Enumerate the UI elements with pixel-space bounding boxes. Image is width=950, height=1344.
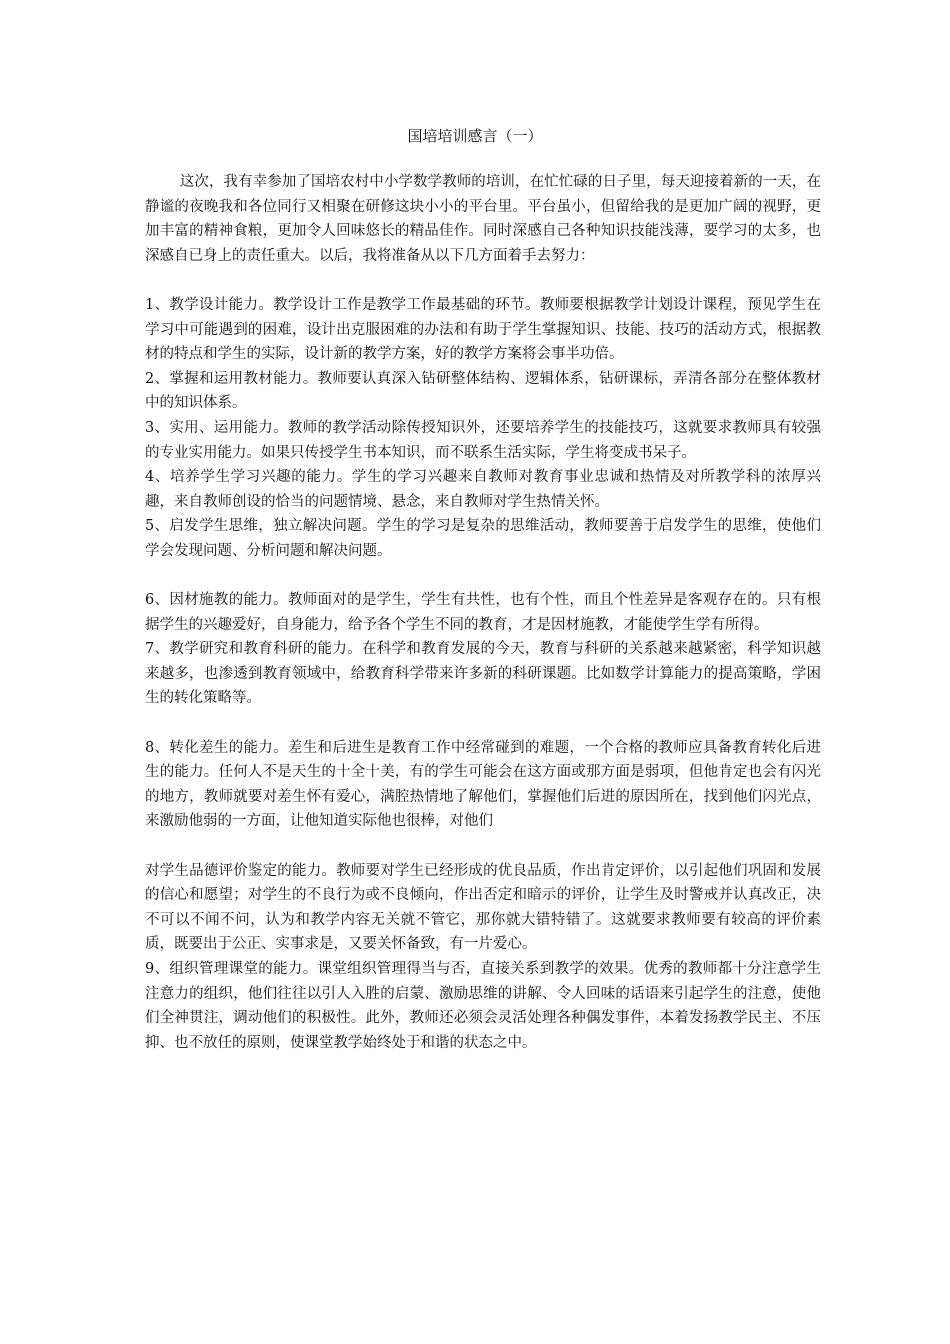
list-item: 2、掌握和运用教材能力。教师要认真深入钻研整体结构、逻辑体系，钻研课标，弄清各部分在整体教材中的知识体系。 [145,370,821,412]
list-item: 4、培养学生学习兴趣的能力。学生的学习兴趣来自教师对教育事业忠诚和热情及对所教学科的浓厚兴趣，来自教师创设的恰当的问题情境、悬念，来自教师对学生热情关怀。 [145,469,821,510]
list-item: 1、教学设计能力。教学设计工作是教学工作最基础的环节。教师要根据教学计划设计课程，预见学生在学习中可能遇到的困难，设计出克服困难的办法和有助于学生掌握知识、技能、技巧的活动方式，根据教材的特点和学生的实际，设计新的教学方案，好的教学方案将会事半功倍。 [145,296,821,363]
intro-paragraph: 这次，我有幸参加了国培农村中小学数学教师的培训，在忙忙碌的日子里，每天迎接着新的一天，在静谧的夜晚我和各位同行又相聚在研修这块小小的平台里。平台虽小，但留给我的是更加广阔的视野，更加丰富的精神食粮，更加令人回味悠长的精品佳作。同时深感自己各种知识技能浅薄，要学习的太多，也深感自已身上的责任重大。以后，我将准备从以下几方面着手去努力： [145,174,821,264]
list-item: 3、实用、运用能力。教师的教学活动除传授知识外，还要培养学生的技能技巧，这就要求教师具有较强的专业实用能力。如果只传授学生书本知识，而不联系生活实际，学生将变成书呆子。 [145,419,821,461]
document-body [145,170,821,1055]
list-item: 6、因材施教的能力。教师面对的是学生，学生有共性，也有个性，而且个性差异是客观存在的。只有根据学生的兴趣爱好，自身能力，给予各个学生不同的教育，才是因材施教，才能使学生学有所得。 [145,592,821,633]
list-item: 7、教学研究和教育科研的能力。在科学和教育发展的今天，教育与科研的关系越来越紧密，科学知识越来越多，也渗透到教育领域中，给教育科学带来许多新的科研课题。比如数学计算能力的提高策略，学困生的转化策略等。 [145,641,821,707]
paragraph-gap [145,711,821,736]
list-item: 8、转化差生的能力。差生和后进生是教育工作中经常碰到的难题，一个合格的教师应具备教育转化后进生的能力。任何人不是天生的十全十美，有的学生可能会在这方面或那方面是弱项，但他肯定也会有闪光的地方，教师就要对差生怀有爱心，满腔热情地了解他们，掌握他们后进的原因所在，找到他们闪光点，来激励他弱的一方面，让他知道实际他也很棒，对他们 [145,739,821,830]
document-title: 国培培训感言（一） [407,127,543,145]
paragraph-gap [145,564,821,589]
list-item: 5、启发学生思维，独立解决问题。学生的学习是复杂的思维活动，教师要善于启发学生的思维，使他们学会发现问题、分析问题和解决问题。 [145,518,821,559]
paragraph-gap [145,268,821,293]
paragraph-gap [145,834,821,859]
list-item: 对学生品德评价鉴定的能力。教师要对学生已经形成的优良品质，作出肯定评价，以引起他们巩固和发展的信心和愿望；对学生的不良行为或不良倾向，作出否定和暗示的评价，让学生及时警戒并认真改正，决不可以不闻不问，认为和教学内容无关就不管它，那你就大错特错了。这就要求教师要有较高的评价素质，既要出于公正、实事求是，又要关怀备致，有一片爱心。 [145,862,821,953]
list-item: 9、组织管理课堂的能力。课堂组织管理得当与否，直接关系到教学的效果。优秀的教师都十分注意学生注意力的组织，他们往往以引人入胜的启蒙、激励思维的讲解、令人回味的话语来引起学生的注意，使他们全神贯注，调动他们的积极性。此外，教师还必须会灵活处理各种偶发事件，本着发扬教学民主、不压抑、也不放任的原则，使课堂教学始终处于和谐的状态之中。 [145,961,821,1051]
